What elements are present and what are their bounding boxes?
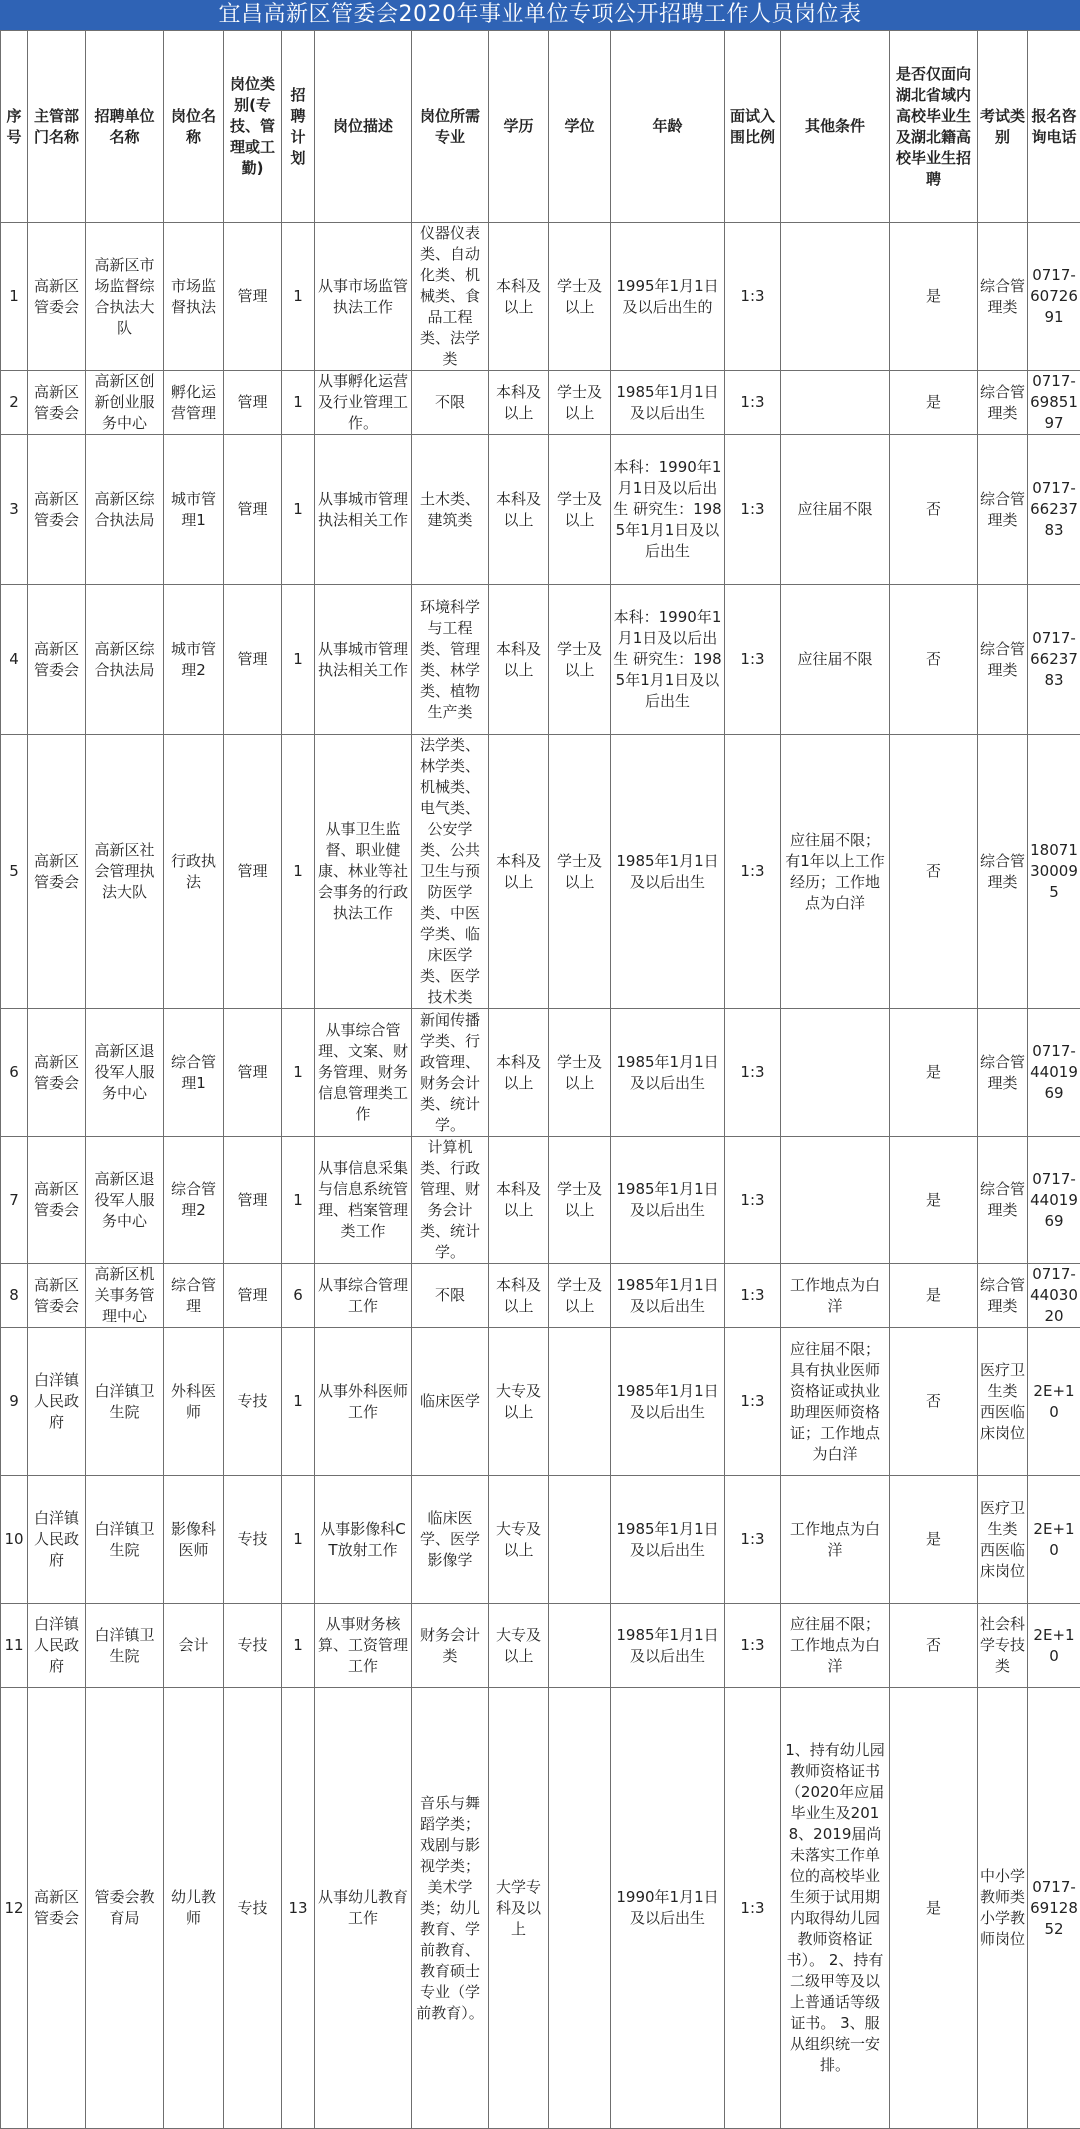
table-cell: 社会科学专技类	[978, 1604, 1028, 1688]
table-cell: 综合管理2	[164, 1137, 224, 1264]
table-cell: 专技	[224, 1476, 282, 1604]
table-cell: 0717-4403020	[1028, 1264, 1080, 1328]
table-cell: 0717-4401969	[1028, 1009, 1080, 1137]
table-row	[1, 1604, 1080, 1688]
table-cell: 白洋镇卫生院	[86, 1328, 164, 1476]
table-cell: 本科：1990年1月1日及以后出生 研究生：1985年1月1日及以后出生	[611, 585, 725, 735]
table-cell: 本科及以上	[489, 223, 549, 371]
table-cell: 从事财务核算、工资管理工作	[315, 1604, 412, 1688]
table-cell: 是	[890, 223, 978, 371]
table-cell: 城市管理1	[164, 435, 224, 585]
table-cell: 应往届不限	[781, 435, 890, 585]
table-cell: 是	[890, 1688, 978, 2129]
table-cell: 高新区管委会	[28, 1009, 86, 1137]
table-cell: 从事幼儿教育工作	[315, 1688, 412, 2129]
table-cell: 音乐与舞蹈学类；戏剧与影视学类；美术学类；幼儿教育、学前教育、教育硕士专业（学前教育）。	[412, 1688, 489, 2129]
table-cell: 高新区机关事务管理中心	[86, 1264, 164, 1328]
table-cell: 1	[282, 223, 315, 371]
table-cell: 1:3	[725, 1009, 781, 1137]
header-cell: 是否仅面向湖北省域内高校毕业生及湖北籍高校毕业生招聘	[890, 31, 978, 223]
table-cell: 1:3	[725, 1688, 781, 2129]
table-cell: 学士及以上	[549, 585, 611, 735]
table-cell: 从事外科医师工作	[315, 1328, 412, 1476]
table-cell: 1985年1月1日及以后出生	[611, 1604, 725, 1688]
table-cell: 从事卫生监督、职业健康、林业等社会事务的行政执法工作	[315, 735, 412, 1009]
table-cell: 1	[282, 371, 315, 435]
table-cell: 1:3	[725, 1604, 781, 1688]
header-cell: 序号	[1, 31, 28, 223]
table-cell: 医疗卫生类 西医临床岗位	[978, 1476, 1028, 1604]
table-cell: 行政执法	[164, 735, 224, 1009]
table-cell: 2E+10	[1028, 1476, 1080, 1604]
table-cell: 0717-6072691	[1028, 223, 1080, 371]
table-cell: 9	[1, 1328, 28, 1476]
table-cell: 从事影像科CT放射工作	[315, 1476, 412, 1604]
header-cell: 招聘计划	[282, 31, 315, 223]
table-cell: 仪器仪表类、自动化类、机械类、食品工程类、法学类	[412, 223, 489, 371]
table-cell: 否	[890, 1604, 978, 1688]
table-cell: 土木类、建筑类	[412, 435, 489, 585]
table-cell: 从事城市管理执法相关工作	[315, 435, 412, 585]
table-cell	[549, 1688, 611, 2129]
table-cell: 大学专科及以上	[489, 1688, 549, 2129]
table-cell: 中小学教师类 小学教师岗位	[978, 1688, 1028, 2129]
table-cell: 本科：1990年1月1日及以后出生 研究生：1985年1月1日及以后出生	[611, 435, 725, 585]
table-cell: 高新区管委会	[28, 371, 86, 435]
table-cell: 本科及以上	[489, 371, 549, 435]
table-cell: 1985年1月1日及以后出生	[611, 371, 725, 435]
table-cell: 综合管理类	[978, 1009, 1028, 1137]
table-cell: 管理	[224, 1137, 282, 1264]
table-cell: 是	[890, 1476, 978, 1604]
table-cell: 1:3	[725, 371, 781, 435]
table-cell: 1985年1月1日及以后出生	[611, 735, 725, 1009]
table-cell: 环境科学与工程类、管理类、林学类、植物生产类	[412, 585, 489, 735]
table-cell: 综合管理1	[164, 1009, 224, 1137]
table-cell: 本科及以上	[489, 435, 549, 585]
table-cell: 1:3	[725, 1264, 781, 1328]
header-cell: 主管部门名称	[28, 31, 86, 223]
table-cell: 是	[890, 371, 978, 435]
table-cell: 7	[1, 1137, 28, 1264]
table-cell: 城市管理2	[164, 585, 224, 735]
table-cell: 综合管理类	[978, 1264, 1028, 1328]
table-cell: 2E+10	[1028, 1328, 1080, 1476]
table-cell: 1985年1月1日及以后出生	[611, 1264, 725, 1328]
table-cell: 1	[282, 1009, 315, 1137]
table-cell: 否	[890, 735, 978, 1009]
table-cell: 从事信息采集与信息系统管理、档案管理类工作	[315, 1137, 412, 1264]
table-cell: 11	[1, 1604, 28, 1688]
table-cell: 幼儿教师	[164, 1688, 224, 2129]
table-cell: 1	[1, 223, 28, 371]
table-cell: 1995年1月1日及以后出生的	[611, 223, 725, 371]
table-cell: 应往届不限；具有执业医师资格证或执业助理医师资格证；工作地点为白洋	[781, 1328, 890, 1476]
table-cell: 6	[1, 1009, 28, 1137]
table-cell: 本科及以上	[489, 1264, 549, 1328]
table-cell: 1:3	[725, 223, 781, 371]
table-cell: 外科医师	[164, 1328, 224, 1476]
table-cell: 高新区创新创业服务中心	[86, 371, 164, 435]
table-cell	[781, 371, 890, 435]
table-cell: 2	[1, 371, 28, 435]
table-cell: 学士及以上	[549, 735, 611, 1009]
table-cell: 大专及以上	[489, 1328, 549, 1476]
table-cell: 管理	[224, 1009, 282, 1137]
table-row	[1, 435, 1080, 585]
table-cell: 8	[1, 1264, 28, 1328]
table-cell: 高新区管委会	[28, 435, 86, 585]
table-cell: 影像科医师	[164, 1476, 224, 1604]
table-cell: 综合管理类	[978, 735, 1028, 1009]
table-cell: 综合管理类	[978, 435, 1028, 585]
table-cell: 从事综合管理工作	[315, 1264, 412, 1328]
table-cell: 本科及以上	[489, 735, 549, 1009]
table-row	[1, 1009, 1080, 1137]
table-cell: 否	[890, 585, 978, 735]
table-cell: 1985年1月1日及以后出生	[611, 1328, 725, 1476]
table-row	[1, 1688, 1080, 2129]
table-cell: 1985年1月1日及以后出生	[611, 1009, 725, 1137]
table-row	[1, 1476, 1080, 1604]
table-cell: 高新区管委会	[28, 1137, 86, 1264]
table-cell: 1	[282, 1476, 315, 1604]
table-cell: 专技	[224, 1688, 282, 2129]
table-cell: 高新区管委会	[28, 585, 86, 735]
table-cell: 不限	[412, 371, 489, 435]
table-cell: 1:3	[725, 1328, 781, 1476]
table-cell: 是	[890, 1009, 978, 1137]
table-cell: 从事城市管理执法相关工作	[315, 585, 412, 735]
header-cell: 岗位类别(专技、管理或工勤)	[224, 31, 282, 223]
table-cell: 高新区社会管理执法大队	[86, 735, 164, 1009]
table-cell: 0717-4401969	[1028, 1137, 1080, 1264]
table-cell	[549, 1328, 611, 1476]
table-cell: 1:3	[725, 735, 781, 1009]
table-cell	[781, 1009, 890, 1137]
table-cell: 0717-6985197	[1028, 371, 1080, 435]
table-cell: 应往届不限；有1年以上工作经历；工作地点为白洋	[781, 735, 890, 1009]
table-cell: 0717-6623783	[1028, 585, 1080, 735]
table-cell: 管理	[224, 585, 282, 735]
table-cell: 大专及以上	[489, 1476, 549, 1604]
table-cell: 1	[282, 585, 315, 735]
header-cell: 年龄	[611, 31, 725, 223]
table-row	[1, 1137, 1080, 1264]
table-cell: 0717-6912852	[1028, 1688, 1080, 2129]
table-cell: 学士及以上	[549, 1264, 611, 1328]
table-cell: 管委会教育局	[86, 1688, 164, 2129]
table-cell: 10	[1, 1476, 28, 1604]
table-cell: 不限	[412, 1264, 489, 1328]
table-cell: 管理	[224, 1264, 282, 1328]
table-cell: 管理	[224, 371, 282, 435]
table-cell: 高新区综合执法局	[86, 585, 164, 735]
table-row	[1, 1264, 1080, 1328]
table-cell: 学士及以上	[549, 1137, 611, 1264]
table-cell: 0717-6623783	[1028, 435, 1080, 585]
table-cell: 高新区综合执法局	[86, 435, 164, 585]
table-cell: 综合管理类	[978, 585, 1028, 735]
table-cell: 1:3	[725, 435, 781, 585]
table-cell: 综合管理	[164, 1264, 224, 1328]
table-cell: 白洋镇卫生院	[86, 1604, 164, 1688]
header-cell: 面试入围比例	[725, 31, 781, 223]
table-cell: 白洋镇人民政府	[28, 1328, 86, 1476]
table-cell: 白洋镇卫生院	[86, 1476, 164, 1604]
table-cell: 专技	[224, 1328, 282, 1476]
table-cell: 1	[282, 1137, 315, 1264]
table-row	[1, 223, 1080, 371]
table-cell: 工作地点为白洋	[781, 1264, 890, 1328]
table-cell: 本科及以上	[489, 1137, 549, 1264]
table-cell	[549, 1604, 611, 1688]
table-cell: 高新区退役军人服务中心	[86, 1009, 164, 1137]
table-cell: 应往届不限；工作地点为白洋	[781, 1604, 890, 1688]
header-cell: 岗位所需专业	[412, 31, 489, 223]
table-cell: 是	[890, 1137, 978, 1264]
table-cell: 学士及以上	[549, 435, 611, 585]
table-cell: 管理	[224, 435, 282, 585]
header-cell: 岗位名称	[164, 31, 224, 223]
table-cell: 1990年1月1日及以后出生	[611, 1688, 725, 2129]
table-cell: 综合管理类	[978, 223, 1028, 371]
table-cell: 应往届不限	[781, 585, 890, 735]
table-cell: 1	[282, 1328, 315, 1476]
table-cell: 高新区管委会	[28, 223, 86, 371]
table-cell: 医疗卫生类 西医临床岗位	[978, 1328, 1028, 1476]
table-cell: 白洋镇人民政府	[28, 1604, 86, 1688]
table-cell: 否	[890, 435, 978, 585]
table-cell: 工作地点为白洋	[781, 1476, 890, 1604]
table-cell: 白洋镇人民政府	[28, 1476, 86, 1604]
table-cell: 高新区管委会	[28, 735, 86, 1009]
table-cell: 计算机类、行政管理、财务会计类、统计学。	[412, 1137, 489, 1264]
table-cell: 临床医学	[412, 1328, 489, 1476]
table-cell: 否	[890, 1328, 978, 1476]
table-cell: 1:3	[725, 585, 781, 735]
table-cell: 从事孵化运营及行业管理工作。	[315, 371, 412, 435]
table-cell: 1985年1月1日及以后出生	[611, 1476, 725, 1604]
page-title: 宜昌高新区管委会2020年事业单位专项公开招聘工作人员岗位表	[0, 0, 1080, 30]
table-cell: 4	[1, 585, 28, 735]
table-cell: 从事市场监管执法工作	[315, 223, 412, 371]
header-cell: 报名咨询电话	[1028, 31, 1080, 223]
table-cell: 法学类、林学类、机械类、电气类、公安学类、公共卫生与预防医学类、中医学类、临床医学类、医学技术类	[412, 735, 489, 1009]
table-cell: 本科及以上	[489, 1009, 549, 1137]
table-cell: 1:3	[725, 1137, 781, 1264]
header-cell: 学历	[489, 31, 549, 223]
table-cell: 是	[890, 1264, 978, 1328]
table-row	[1, 1328, 1080, 1476]
table-cell: 学士及以上	[549, 1009, 611, 1137]
table-cell: 2E+10	[1028, 1604, 1080, 1688]
table-cell: 高新区管委会	[28, 1264, 86, 1328]
table-cell	[549, 1476, 611, 1604]
header-cell: 招聘单位名称	[86, 31, 164, 223]
table-cell: 管理	[224, 223, 282, 371]
table-cell: 专技	[224, 1604, 282, 1688]
header-cell: 岗位描述	[315, 31, 412, 223]
table-cell: 高新区管委会	[28, 1688, 86, 2129]
table-cell: 综合管理类	[978, 1137, 1028, 1264]
table-cell: 市场监督执法	[164, 223, 224, 371]
table-cell	[781, 1137, 890, 1264]
table-row	[1, 371, 1080, 435]
table-cell: 5	[1, 735, 28, 1009]
table-cell: 1	[282, 435, 315, 585]
table-cell: 18071300095	[1028, 735, 1080, 1009]
table-cell: 孵化运营管理	[164, 371, 224, 435]
table-cell: 本科及以上	[489, 585, 549, 735]
table-cell: 会计	[164, 1604, 224, 1688]
table-cell: 新闻传播学类、行政管理、财务会计类、统计学。	[412, 1009, 489, 1137]
table-cell: 大专及以上	[489, 1604, 549, 1688]
table-cell: 12	[1, 1688, 28, 2129]
table-cell: 临床医学、医学影像学	[412, 1476, 489, 1604]
header-cell: 其他条件	[781, 31, 890, 223]
table-cell: 13	[282, 1688, 315, 2129]
table-cell: 1、持有幼儿园教师资格证书（2020年应届毕业生及2018、2019届尚未落实工作单位的高校毕业生须于试用期内取得幼儿园教师资格证书）。 2、持有二级甲等及以上普通话等级证书。 3、服从组织统一安排。	[781, 1688, 890, 2129]
table-cell: 学士及以上	[549, 371, 611, 435]
table-cell: 高新区市场监督综合执法大队	[86, 223, 164, 371]
job-positions-table	[0, 30, 1080, 2129]
table-cell: 学士及以上	[549, 223, 611, 371]
table-cell: 6	[282, 1264, 315, 1328]
header-cell: 学位	[549, 31, 611, 223]
table-cell: 综合管理类	[978, 371, 1028, 435]
table-row	[1, 585, 1080, 735]
table-cell: 1:3	[725, 1476, 781, 1604]
table-cell: 1985年1月1日及以后出生	[611, 1137, 725, 1264]
table-cell: 1	[282, 1604, 315, 1688]
table-header-row	[1, 31, 1080, 223]
table-cell: 高新区退役军人服务中心	[86, 1137, 164, 1264]
table-cell: 财务会计类	[412, 1604, 489, 1688]
table-cell: 1	[282, 735, 315, 1009]
table-cell	[781, 223, 890, 371]
table-cell: 3	[1, 435, 28, 585]
header-cell: 考试类别	[978, 31, 1028, 223]
table-cell: 从事综合管理、文案、财务管理、财务信息管理类工作	[315, 1009, 412, 1137]
table-row	[1, 735, 1080, 1009]
table-cell: 管理	[224, 735, 282, 1009]
